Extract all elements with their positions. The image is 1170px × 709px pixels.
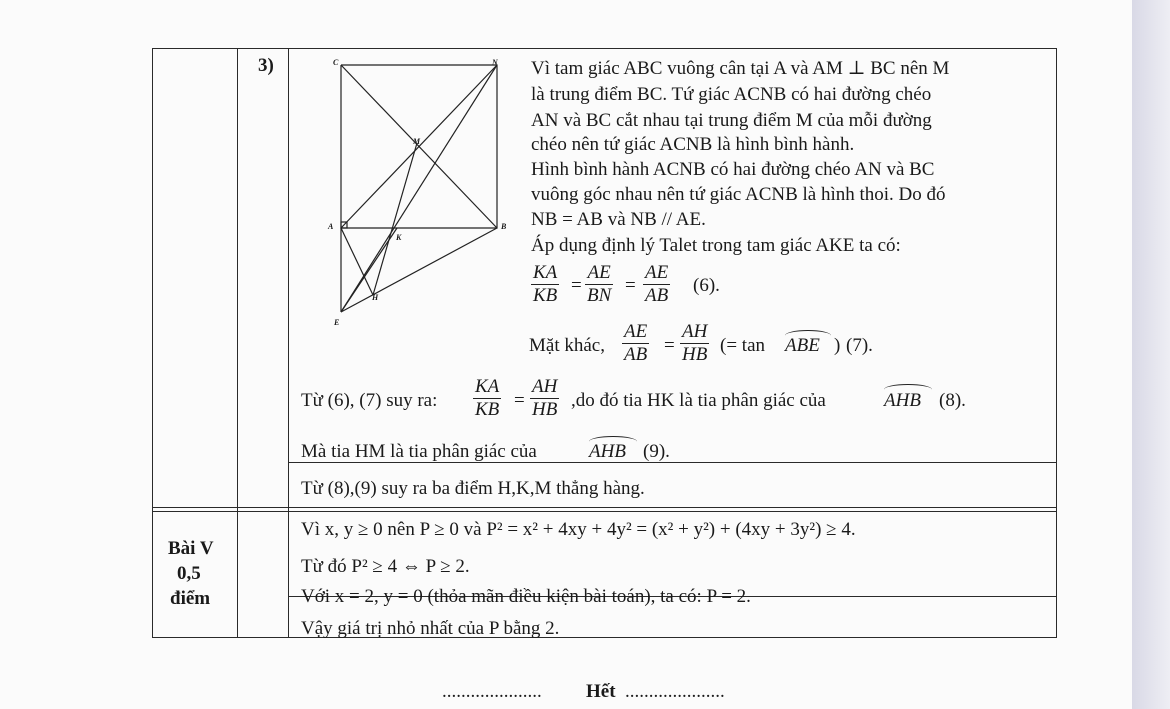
- table-sub-divider: [152, 511, 1057, 512]
- segment-HM: [373, 143, 417, 295]
- bai5-line-3: Với x = 2, y = 0 (thỏa mãn điều kiện bài toán), ta có: P = 2.: [301, 586, 751, 607]
- point-label-N: N: [492, 58, 498, 67]
- point-label-C: C: [333, 58, 339, 67]
- fraction-AE-AB: $\frac{AE}{AB}$: [624, 321, 648, 365]
- equals-sign: =: [514, 390, 525, 411]
- table-col-divider-2: [288, 48, 289, 638]
- proof-line-7: NB = AB và NB // AE.: [531, 209, 706, 230]
- proof-line-2: là trung điểm BC. Tứ giác ACNB có hai đường chéo: [531, 84, 932, 105]
- table-border-bottom: [152, 637, 1057, 638]
- proof-line-4: chéo nên tứ giác ACNB là hình bình hành.: [531, 134, 855, 155]
- equals-sign: =: [664, 335, 675, 356]
- page-edge-shadow: [1132, 0, 1170, 709]
- segment-EN: [341, 65, 497, 312]
- table-border-top: [152, 48, 1057, 49]
- bai5-line-4: Vậy giá trị nhỏ nhất của P bằng 2.: [301, 618, 560, 639]
- fraction-KA-KB: $\frac{KA}{KB}$: [533, 262, 558, 306]
- proof-line-3: AN và BC cắt nhau tại trung điểm M của mỗi đường: [531, 110, 932, 131]
- fraction-AH-HB: $\frac{AH}{HB}$: [532, 376, 558, 420]
- eq8-tail: ,do đó tia HK là tia phân giác của: [571, 390, 826, 411]
- eq7-lead: Mặt khác,: [529, 335, 605, 356]
- bai5-line-2: Từ đó P² ≥ 4 ⇔ P ≥ 2.: [301, 556, 470, 577]
- angle-ABE: ABE: [785, 335, 820, 356]
- talet-line: Áp dụng định lý Talet trong tam giác AKE ta có:: [531, 235, 901, 256]
- equation-tag-6: (6).: [693, 275, 720, 296]
- equals-sign: =: [571, 275, 582, 296]
- equation-tag-7: (7).: [846, 335, 873, 356]
- tan-expression: (= tan: [720, 335, 766, 356]
- segment-EB: [341, 228, 497, 312]
- equation-tag-9: (9).: [643, 441, 670, 462]
- conclusion-line: Từ (8),(9) suy ra ba điểm H,K,M thẳng hàng.: [301, 478, 645, 499]
- bai5-label: Bài V: [168, 538, 214, 559]
- equals-sign: =: [625, 275, 636, 296]
- bai5-points: 0,5: [177, 563, 201, 584]
- bai5-line-1: Vì x, y ≥ 0 nên P ≥ 0 và P² = x² + 4xy + 4y² = (x² + y²) + (4xy + 3y²) ≥ 4.: [301, 519, 856, 540]
- fraction-KA-KB: $\frac{KA}{KB}$: [475, 376, 500, 420]
- angle-AHB: AHB: [589, 441, 626, 462]
- fraction-AH-HB: $\frac{AH}{HB}$: [682, 321, 708, 365]
- fraction-AE-AB: $\frac{AE}{AB}$: [645, 262, 669, 306]
- proof-line-5: Hình bình hành ACNB có hai đường chéo AN và BC: [531, 159, 935, 180]
- eq8-lead: Từ (6), (7) suy ra:: [301, 390, 438, 411]
- point-label-B: B: [501, 222, 507, 231]
- point-label-M: M: [413, 137, 421, 146]
- segment-AH: [341, 228, 373, 295]
- point-label-E: E: [334, 318, 340, 327]
- item-label: 3): [258, 55, 274, 76]
- point-label-K: K: [396, 233, 402, 242]
- geometry-figure: [325, 55, 505, 335]
- bai5-points-unit: điểm: [170, 588, 211, 609]
- point-label-A: A: [328, 222, 334, 231]
- table-row-divider: [152, 507, 1057, 508]
- footer-end-label: Hết: [586, 681, 616, 702]
- equation-tag-8: (8).: [939, 390, 966, 411]
- angle-AHB: AHB: [884, 390, 921, 411]
- line-9-text: Mà tia HM là tia phân giác của: [301, 441, 537, 462]
- table-border-right: [1056, 48, 1057, 638]
- proof-line-6: vuông góc nhau nên tứ giác ACNB là hình thoi. Do đó: [531, 184, 946, 205]
- table-border-left: [152, 48, 153, 638]
- point-label-H: H: [372, 293, 379, 302]
- table-col-divider-1: [237, 48, 238, 638]
- footer-dots-right: .....................: [625, 681, 725, 702]
- footer-dots-left: .....................: [442, 681, 542, 702]
- proof-line-1: Vì tam giác ABC vuông cân tại A và AM ⊥ BC nên M: [531, 58, 950, 79]
- fraction-AE-BN: $\frac{AE}{BN}$: [587, 262, 612, 306]
- tan-close: ): [834, 335, 841, 356]
